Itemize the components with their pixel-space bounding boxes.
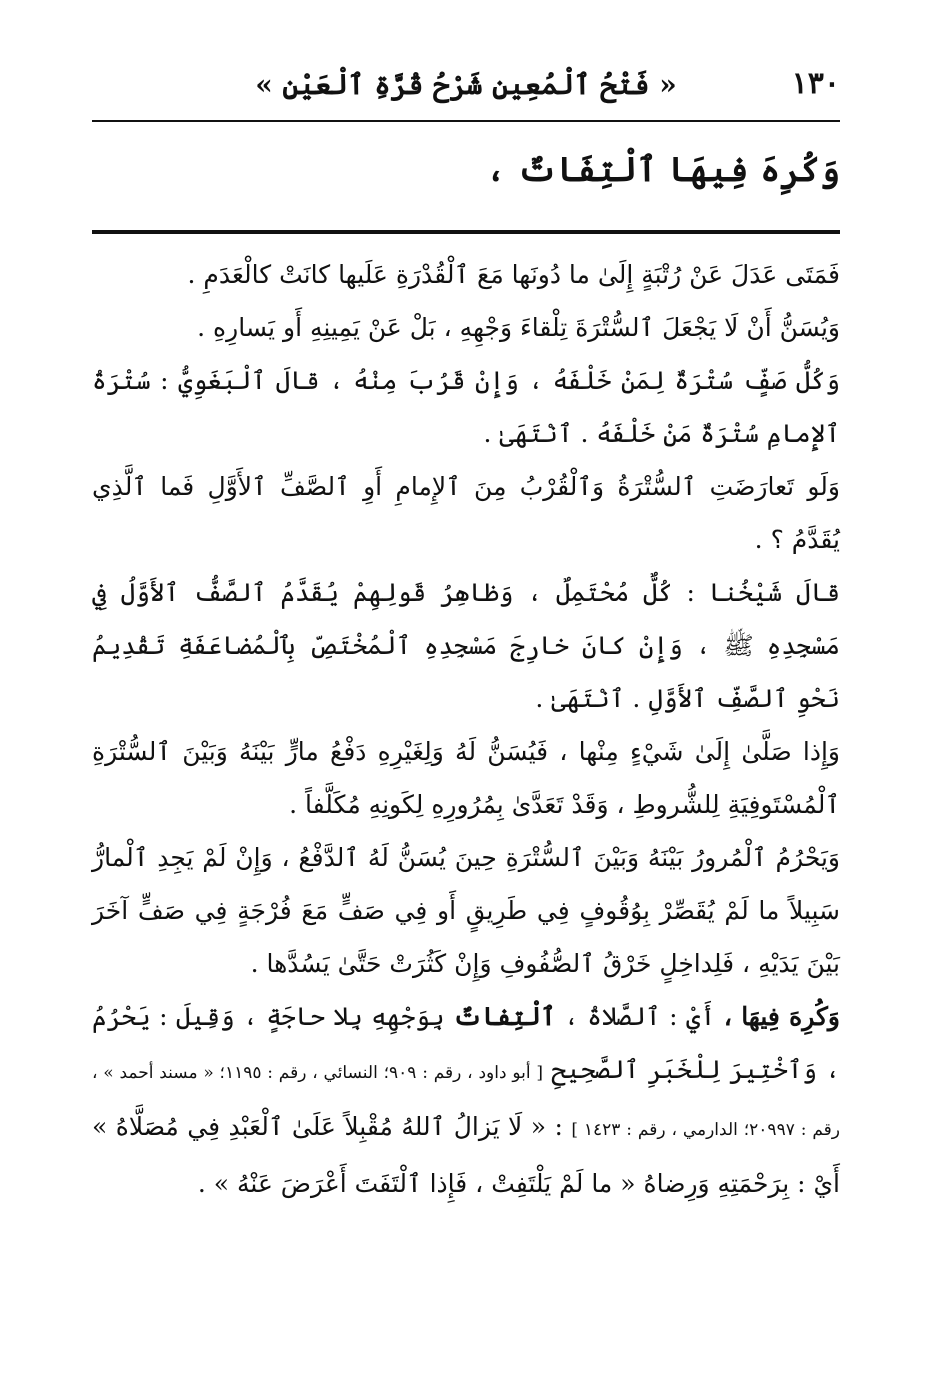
- page-number: ١٣٠: [791, 66, 840, 101]
- commentary-paragraph: قالَ شَيْخُنا : كُلٌّ مُحْتَمِلٌ ، وَظاهِرُ قَولِهِمْ يُقَدَّمُ ٱلصَّفُّ ٱلأَوَّلُ فِي مَسْجِدِهِ ﷺ ، وَإِنْ كانَ خارِجَ مَسْجِدِهِ ٱلْمُخْتَصِّ بِٱلْمُضاعَفَةِ تَقْدِيمُ نَحْوِ ٱلصَّفِّ ٱلأَوَّلِ . ٱنْتَهَىٰ .: [92, 578, 840, 713]
- commentary-text: : « لَا يَزالُ ٱللهُ مُقْبِلاً عَلَىٰ ٱلْعَبْدِ فِي مُصَلَّاهُ » أَيْ : بِرَحْمَتِهِ وَرِضاهُ « ما لَمْ يَلْتَفِتْ ، فَإِذا ٱلْتَفَتَ أَعْرَضَ عَنْهُ » .: [92, 1112, 840, 1198]
- matn-separator-rule: [92, 230, 840, 234]
- page-header: [92, 62, 840, 112]
- commentary-paragraph: وَكُلُّ صَفٍّ سُتْرَةٌ لِمَنْ خَلْفَهُ ، وَإِنْ قَرُبَ مِنْهُ ، قالَ ٱلْبَغَوِيُّ : سُتْرَةُ ٱلإِمامِ سُتْرَةٌ مَنْ خَلْفَهُ . ٱنْتَهَىٰ .: [92, 366, 840, 448]
- commentary-body: [92, 248, 840, 1210]
- running-title: « فَتْحُ ٱلْمُعِينِ شَرْحُ قُرَّةِ ٱلْعَيْنِ »: [255, 68, 677, 101]
- matn-quote: ٱلْتِفاتٌ: [453, 1002, 556, 1031]
- matn-quote: وَكُرِهَ فِيهَا ،: [723, 1002, 840, 1031]
- hadith-reference: [ أبو داود ، رقم : ٩٠٩؛ النسائي ، رقم : ١١٩٥؛ « مسند أحمد » ، رقم : ٢٠٩٩٧؛ الدارمي ، رقم : ١٤٢٣ ]: [92, 1063, 840, 1140]
- commentary-paragraph: وَيَحْرُمُ ٱلْمُرورُ بَيْنَهُ وَبَيْنَ ٱلسُّتْرَةِ حِينَ يُسَنُّ لَهُ ٱلدَّفْعُ ، وَإِنْ لَمْ يَجِدِ ٱلْمارُّ سَبِيلاً ما لَمْ يُقَصِّرْ بِوُقُوفٍ فِي طَرِيقٍ أَو فِي صَفٍّ مَعَ فُرْجَةٍ فِي صَفٍّ آخَرَ بَيْنَ يَدَيْهِ ، فَلِداخِلٍ خَرْقُ ٱلصُّفُوفِ وَإِنْ كَثُرَتْ حَتَّىٰ يَسُدَّها .: [92, 843, 840, 978]
- commentary-text: أَيْ : ٱلصَّلاةُ ،: [555, 1002, 724, 1031]
- commentary-paragraph: فَمَتَى عَدَلَ عَنْ رُتْبَةٍ إِلَىٰ ما دُونَها مَعَ ٱلْقُدْرَةِ عَلَيها كانَتْ كالْعَدَمِ .: [187, 260, 840, 289]
- commentary-paragraph: وَيُسَنُّ أَنْ لَا يَجْعَلَ ٱلسُّتْرَةَ تِلْقاءَ وَجْهِهِ ، بَلْ عَنْ يَمِينِهِ أَو يَسارِهِ .: [197, 313, 840, 342]
- matn-text: وَكُرِهَ فِيهَا ٱلْتِفَاتٌ ،: [485, 150, 840, 190]
- header-rule: [92, 120, 840, 122]
- commentary-paragraph: وَلَو تَعارَضَتِ ٱلسُّتْرَةُ وَٱلْقُرْبُ مِنَ ٱلإِمامِ أَوِ ٱلصَّفِّ ٱلأَوَّلِ فَما ٱلَّذِي يُقَدَّمُ ؟ .: [92, 472, 840, 554]
- commentary-paragraph: وَإِذا صَلَّىٰ إِلَىٰ شَيْءٍ مِنْها ، فَيُسَنُّ لَهُ وَلِغَيْرِهِ دَفْعُ مارٍّ بَيْنَهُ وَبَيْنَ ٱلسُّتْرَةِ ٱلْمُسْتَوفِيَةِ لِلشُّروطِ ، وَقَدْ تَعَدَّىٰ بِمُرُورِهِ لِكَونِهِ مُكَلَّفاً .: [92, 737, 840, 819]
- commentary-text: بِوَجْهِهِ بِلا حاجَةٍ ، وَقِيلَ : يَحْرُمُ ، وَٱخْتِيرَ لِلْخَبَرِ ٱلصَّحِيحِ: [92, 1002, 840, 1084]
- commentary-paragraph: [92, 990, 840, 1210]
